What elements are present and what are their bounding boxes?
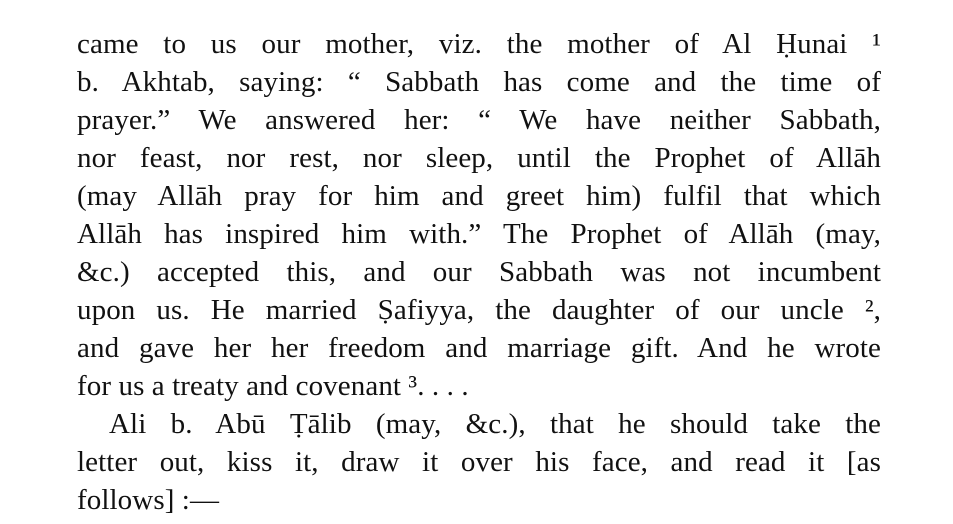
text-line-13: follows] :— [77,484,220,516]
text-line-4: nor feast, nor rest, nor sleep, until the Prophet of Allāh [77,142,881,174]
text-line-2: b. Akhtab, saying: “ Sabbath has come and the time of [77,66,881,98]
text-line-3: prayer.” We answered her: “ We have neither Sabbath, [77,104,881,136]
text-line-6: Allāh has inspired him with.” The Prophet of Allāh (may, [77,218,881,250]
text-line-8: upon us. He married Ṣafiyya, the daughter of our uncle ², [77,294,881,326]
text-line-9: and gave her her freedom and marriage gift. And he wrote [77,332,881,364]
text-line-10: for us a treaty and covenant ³. . . . [77,370,469,402]
text-line-11: Ali b. Abū Ṭālib (may, &c.), that he should take the [109,408,881,440]
text-line-5: (may Allāh pray for him and greet him) fulfil that which [77,180,881,212]
text-line-12: letter out, kiss it, draw it over his face, and read it [as [77,446,881,478]
text-line-1: came to us our mother, viz. the mother of Al Ḥunai ¹ [77,28,881,60]
text-line-7: &c.) accepted this, and our Sabbath was not incumbent [77,256,881,288]
